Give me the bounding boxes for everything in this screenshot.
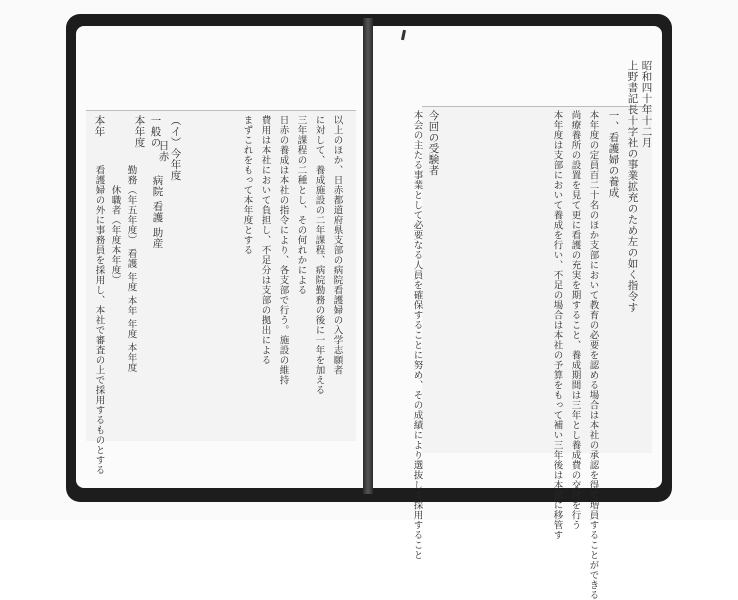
book-gutter <box>363 18 373 494</box>
right-line-4: 本年度の定員百二十名のほか支部において教育の必要を認める場合は本社の承認を得て増員することができる <box>587 110 599 600</box>
right-line-2: 上野書記長十字社の事業拡充のため左の如く指令す <box>626 60 639 313</box>
left-line-11: 病院 看護 助産 <box>151 175 164 249</box>
right-line-5: 尚療養所の設置を見て更に看護の充実を期すること、養成期間は三年とし養成費の交付を行う <box>569 110 581 530</box>
left-line-10: 本年度 <box>133 115 146 148</box>
left-line-13: 休職者（年度本年度） <box>109 185 121 285</box>
left-line-1: 以上のほか、日赤都道府県支部の病院看護婦の入学志願者 <box>331 115 343 375</box>
left-line-9: 日赤 <box>157 140 170 162</box>
left-line-6: まずこれをもって本年度とする <box>241 115 253 255</box>
left-line-14: 本年 <box>93 115 106 137</box>
left-line-4: 日赤の養成は本社の指令により、各支部で行う。施設の維持 <box>277 115 289 385</box>
right-line-3: 一、看護婦の養成 <box>607 110 620 198</box>
right-line-1: 昭和四十年十二月 <box>640 60 653 148</box>
left-line-12: 勤務（年五年度） 看護 年度 本年 年度 本年度 <box>125 165 137 373</box>
right-line-7: 今回の受験者 <box>427 110 440 176</box>
left-line-7: （イ）今年度 <box>169 115 182 181</box>
right-line-8: 本会の主たる事業として必要なる人員を確保することに努め、その成績により選抜して採用すること <box>411 110 423 560</box>
left-line-8: 一般の <box>149 115 162 148</box>
left-line-2: に対して、養成施設の二年課程、病院勤務の後に一年を加える <box>313 115 325 395</box>
left-line-3: 三年課程の二種とし、その何れかによる <box>295 115 307 295</box>
left-line-5: 費用は本社において負担し、不足分は支部の拠出による <box>259 115 271 365</box>
left-line-15: 看護婦の外に事務員を採用し、本社で審査の上で採用するものとする <box>93 165 105 475</box>
right-line-6: 本年度は支部において養成を行い、不足の場合は本社の予算をもって補い三年後は本部に移管す <box>551 110 563 540</box>
